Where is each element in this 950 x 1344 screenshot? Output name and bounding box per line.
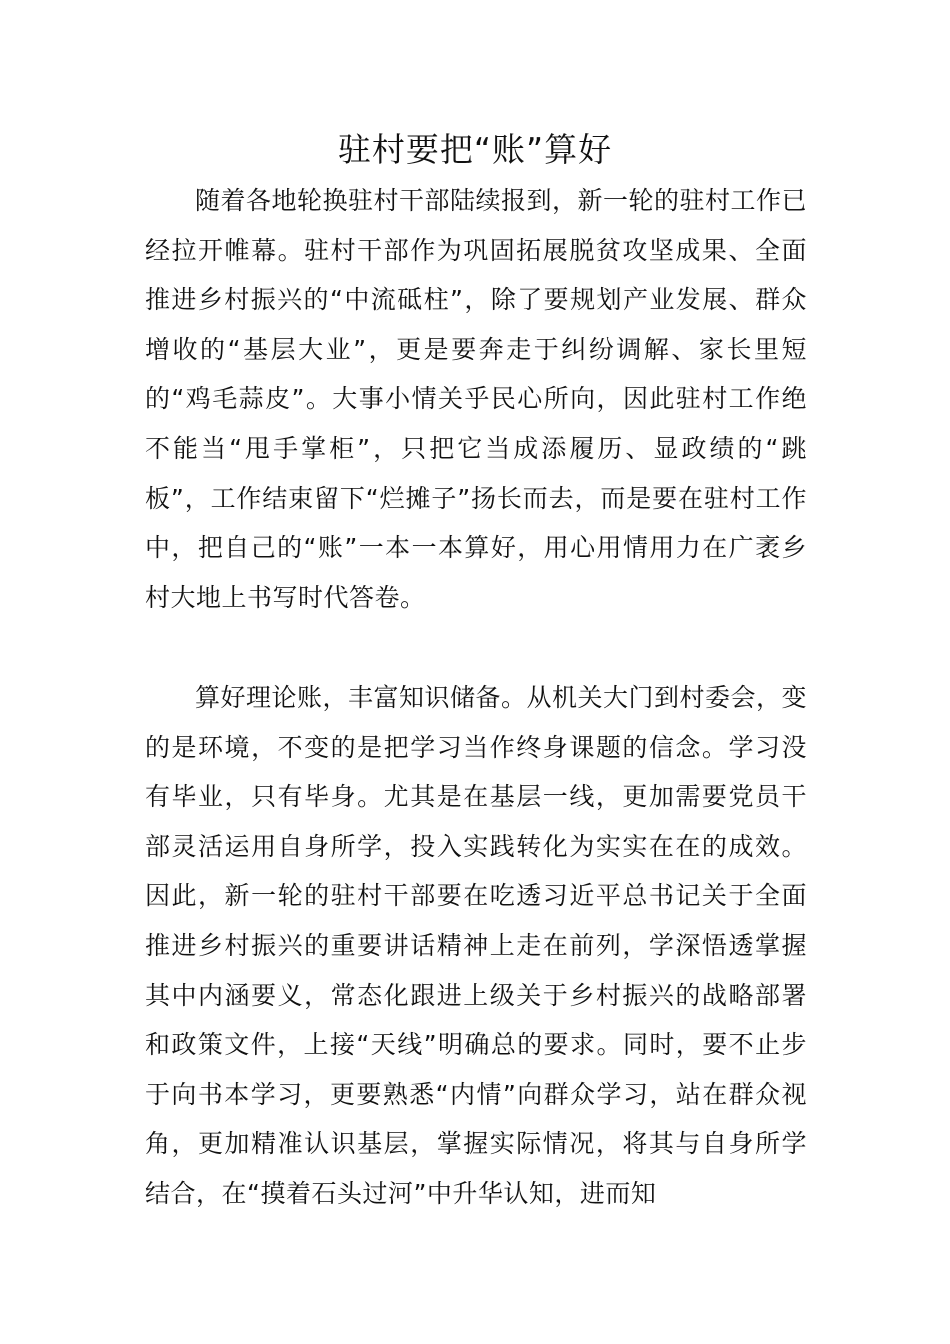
document-title: 驻村要把“账”算好: [337, 130, 613, 169]
paragraph-theory-account: 算好理论账，丰富知识储备。从机关大门到村委会，变的是环境，不变的是把学习当作终身课题的信念。学习没有毕业，只有毕身。尤其是在基层一线，更加需要党员干部灵活运用自身所学，投入实践转化为实实在在的成效。因此，新一轮的驻村干部要在吃透习近平总书记关于全面推进乡村振兴的重要讲话精神上走在前列，学深悟透掌握其中内涵要义，常态化跟进上级关于乡村振兴的战略部署和政策文件，上接“天线”明确总的要求。同时，要不止步于向书本学习，更要熟悉“内情”向群众学习，站在群众视角，更加精准认识基层，掌握实际情况，将其与自身所学结合，在“摸着石头过河”中升华认知，进而知: [145, 683, 808, 1208]
paragraph-intro: 随着各地轮换驻村干部陆续报到，新一轮的驻村工作已经拉开帷幕。驻村干部作为巩固拓展脱贫攻坚成果、全面推进乡村振兴的“中流砥柱”，除了要规划产业发展、群众增收的“基层大业”，更是要奔走于纠纷调解、家长里短的“鸡毛蒜皮”。大事小情关乎民心所向，因此驻村工作绝不能当“甩手掌柜”，只把它当成添履历、显政绩的“跳板”，工作结束留下“烂摊子”扬长而去，而是要在驻村工作中，把自己的“账”一本一本算好，用心用情用力在广袤乡村大地上书写时代答卷。: [145, 186, 808, 612]
